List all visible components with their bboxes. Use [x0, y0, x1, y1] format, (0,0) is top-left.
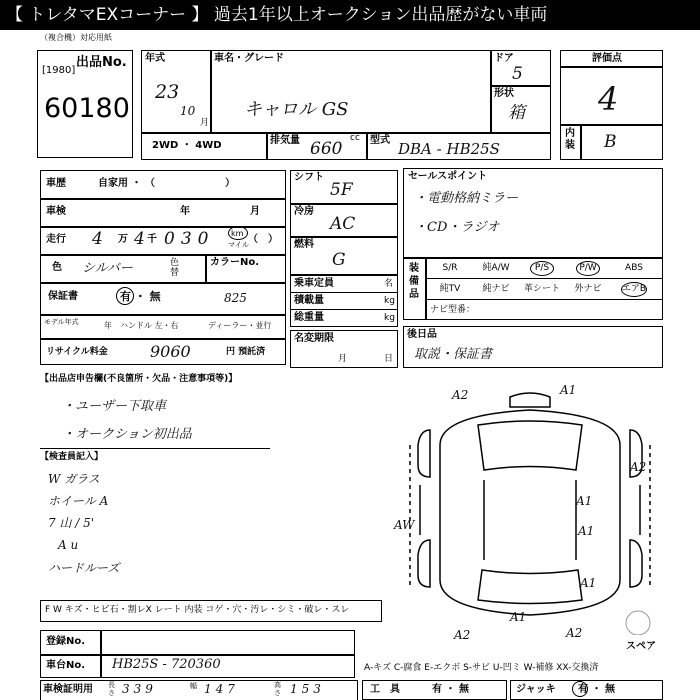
- mileage-mile: マイル: [228, 241, 249, 249]
- name-label: 車名・グレード: [214, 53, 284, 64]
- damage-mark-side: AW: [394, 518, 415, 532]
- mileage-rest: 030: [164, 229, 215, 249]
- equip-tv: 純TV: [439, 284, 461, 294]
- registration-label: 登録No.: [46, 636, 86, 647]
- cert-label: 車検証明用: [43, 684, 93, 695]
- rename-label: 名変期限: [294, 333, 334, 344]
- sales-point-1: ・電動格納ミラー: [414, 191, 519, 206]
- damage-mark-front-left: A2: [452, 388, 469, 402]
- year-label: 年式: [145, 53, 165, 64]
- displacement-unit: cc: [350, 133, 360, 143]
- load-unit: kg: [384, 296, 395, 306]
- subheader: （複合機）対応用紙: [40, 33, 112, 42]
- weight-unit: kg: [384, 313, 395, 323]
- color-label: 色: [52, 262, 62, 273]
- year-month: 10: [180, 104, 196, 118]
- equip-abs: ABS: [625, 263, 643, 273]
- history-label: 車歴: [46, 178, 66, 189]
- damage-mark-door-1: A1: [576, 494, 593, 508]
- equip-airbag: エアB: [621, 284, 647, 294]
- rename-month: 月: [338, 354, 348, 364]
- recycle-label: リサイクル料金: [46, 347, 108, 357]
- recycle-value: 9060: [150, 342, 191, 361]
- inspection-year: 年: [180, 206, 190, 217]
- car-damage-diagram: [400, 385, 660, 635]
- mileage-man: 4: [92, 229, 103, 249]
- history-value: 自家用 ・ （ ）: [98, 178, 235, 189]
- damage-mark-rear: A1: [580, 576, 597, 590]
- chassis-label: 車台No.: [46, 660, 86, 671]
- jack-label: ジャッキ: [516, 684, 556, 695]
- legend-bar: [40, 600, 382, 622]
- equip-leather: 革シート: [523, 284, 560, 294]
- capacity-unit: 名: [384, 279, 394, 289]
- mileage-paren: （ ）: [248, 234, 278, 245]
- shift-label: シフト: [294, 172, 324, 183]
- model-year-handle: ハンドル 左・右: [120, 321, 179, 330]
- cert-c-label: 高さ: [274, 681, 281, 697]
- declaration-label: 【出品店申告欄(不良箇所・欠品・注意事項等)】: [40, 374, 238, 384]
- model-label: 型式: [370, 135, 390, 146]
- drive-value: 2WD ・ 4WD: [152, 140, 222, 151]
- name-value: キャロル GS: [244, 99, 349, 120]
- cert-a: 339: [122, 682, 157, 696]
- damage-mark-right: A2: [630, 460, 647, 474]
- banner: 【 トレタマEXコーナー 】 過去1年以上オークション出品歴がない車両: [0, 0, 700, 30]
- lot-label: 出品No.: [76, 55, 127, 70]
- equipment-label: 装備品: [409, 263, 419, 300]
- chassis-value: HB25S - 720360: [112, 657, 221, 672]
- lot-box: [37, 50, 133, 158]
- equip-alloy: 純A/W: [482, 263, 510, 273]
- legend-text: F W キズ・ヒビ石・割レX レート 内装 コゲ・穴・汚レ・シミ・破レ・スレ: [45, 605, 350, 615]
- declaration-item-2: ・オークション初出品: [62, 427, 192, 442]
- damage-mark-rear-left: A2: [454, 628, 471, 642]
- warranty-note: 825: [224, 291, 247, 305]
- cert-b-label: 幅: [190, 682, 197, 690]
- year-month-unit: 月: [200, 118, 210, 128]
- warranty-label: 保証書: [48, 291, 78, 302]
- door-label: ドア: [494, 53, 514, 64]
- damage-mark-door-2: A1: [578, 524, 595, 538]
- equip-sunroof: S/R: [442, 263, 458, 273]
- interior-label: 内装: [565, 128, 575, 151]
- declaration-item-1: ・ユーザー下取車: [62, 399, 167, 414]
- damage-codes: A-キズ C-腐食 E-エクボ S-サビ U-凹ミ W-補修 XX-交換済: [364, 663, 599, 673]
- inspector-item-5: ハードルーズ: [48, 561, 120, 575]
- equip-navi: 純ナビ: [482, 284, 510, 294]
- recycle-unit: 円 預託済: [226, 347, 266, 357]
- damage-mark-rear-right: A2: [566, 626, 583, 640]
- mileage-sen-unit: 千: [147, 234, 157, 245]
- equip-ext-navi: 外ナビ: [574, 284, 602, 294]
- equip-pw: P/W: [579, 263, 597, 273]
- later-label: 後日品: [407, 329, 437, 340]
- model-year-dealer: ディーラー・並行: [208, 321, 272, 330]
- inspector-item-2: ホイール A: [48, 494, 109, 508]
- cert-c: 153: [290, 682, 325, 696]
- fuel-label: 燃料: [294, 239, 314, 250]
- inspector-item-1: W ガラス: [48, 472, 100, 486]
- mileage-label: 走行: [46, 234, 66, 245]
- navi-model: ナビ型番：: [430, 305, 476, 315]
- inspection-month: 月: [250, 206, 260, 217]
- later-value: 取説・保証書: [414, 347, 493, 362]
- spare-label: スペア: [626, 641, 656, 652]
- damage-mark-rear-center: A1: [510, 610, 527, 624]
- tools-label: 工 具: [370, 684, 400, 695]
- model-year-year: 年: [104, 321, 112, 330]
- capacity-label: 乗車定員: [294, 278, 334, 289]
- damage-mark-front-right: A1: [560, 383, 577, 397]
- color-change: 色替: [170, 258, 180, 278]
- cert-a-label: 長さ: [108, 681, 115, 697]
- score-value: 4: [598, 80, 619, 118]
- model-value: DBA - HB25S: [398, 140, 500, 158]
- displacement-value: 660: [310, 139, 343, 159]
- year-value: 23: [155, 81, 180, 103]
- color-no-label: カラーNo.: [210, 257, 260, 268]
- shift-value: 5F: [330, 180, 353, 200]
- inspector-item-3: 7 山 / 5': [48, 516, 95, 530]
- model-year-label: モデル年式: [44, 318, 79, 326]
- inspector-label: 【検査員記入】: [40, 452, 104, 462]
- rename-day: 日: [384, 354, 394, 364]
- inspection-label: 車検: [46, 206, 66, 217]
- shape-label: 形状: [494, 88, 514, 99]
- interior-value: B: [604, 132, 617, 152]
- inspector-item-4: A u: [58, 538, 79, 552]
- jack-value: 有 ・ 無: [578, 684, 615, 695]
- mileage-sen: 4: [134, 229, 145, 249]
- color-value: シルバー: [82, 261, 133, 276]
- fuel-value: G: [332, 250, 346, 270]
- lot-small: [1980]: [42, 65, 76, 76]
- warranty-value: 有 ・ 無: [120, 290, 161, 303]
- sales-label: セールスポイント: [408, 171, 488, 182]
- equip-ps: P/S: [534, 263, 550, 273]
- weight-label: 総重量: [294, 312, 324, 323]
- mileage-km: km: [231, 229, 244, 238]
- score-label: 評価点: [592, 53, 622, 64]
- mileage-man-unit: 万: [118, 234, 128, 245]
- cert-b: 147: [204, 682, 239, 696]
- lot-number: 60180: [44, 93, 130, 124]
- aircon-value: AC: [330, 214, 356, 234]
- sales-point-2: ・CD・ラジオ: [414, 220, 500, 235]
- aircon-label: 冷房: [294, 206, 314, 217]
- load-label: 積載量: [294, 295, 324, 306]
- tools-value: 有 ・ 無: [432, 684, 469, 695]
- shape-value: 箱: [508, 103, 525, 123]
- door-value: 5: [512, 64, 523, 84]
- displacement-label: 排気量: [270, 135, 300, 146]
